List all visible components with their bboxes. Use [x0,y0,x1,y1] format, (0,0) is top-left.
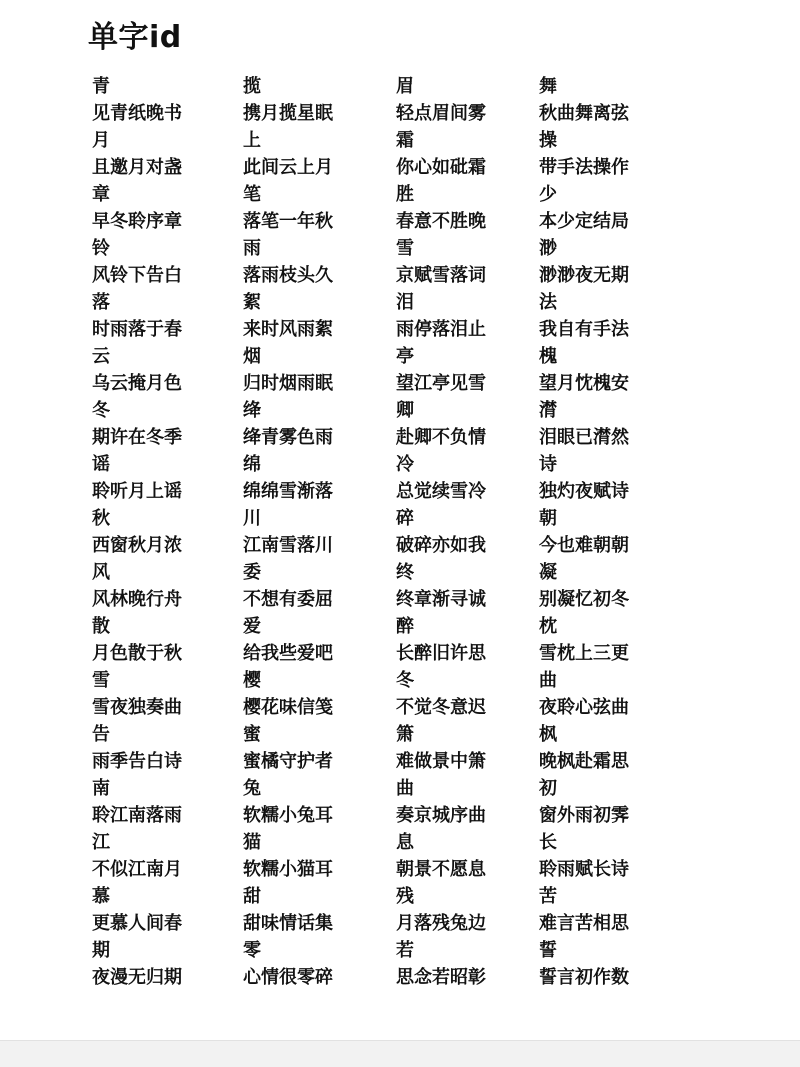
id-entry: 雨停落泪止亭 [396,319,486,367]
id-entry: 绵绵雪渐落川 [243,481,333,529]
id-entry: 夜聆心弦曲枫 [539,697,629,745]
id-entry: 誓言初作数 [539,967,629,988]
id-entry: 轻点眉间雾霜 [396,103,486,151]
id-entry: 春意不胜晚雪 [396,211,486,259]
id-entry: 本少定结局渺 [539,211,629,259]
id-entry: 望江亭见雪卿 [396,373,486,421]
id-entry: 月色散于秋雪 [92,643,182,691]
single-character-heading: 青 [92,76,110,97]
id-entry: 奏京城序曲息 [396,805,486,853]
id-entry: 且邀月对盏章 [92,157,182,205]
id-entry: 聆雨赋长诗苦 [539,859,629,907]
id-entry: 你心如砒霜胜 [396,157,486,205]
id-entry: 窗外雨初霁长 [539,805,629,853]
id-entry: 软糯小猫耳甜 [243,859,333,907]
id-entry: 夜漫无归期 [92,967,182,988]
id-entry: 早冬聆序章铃 [92,211,182,259]
id-entry: 难言苦相思誓 [539,913,629,961]
id-entry: 不觉冬意迟箫 [396,697,486,745]
id-entry: 总觉续雪冷碎 [396,481,486,529]
id-entry: 期许在冬季谣 [92,427,182,475]
word-column-2 [243,73,393,991]
id-entry: 渺渺夜无期法 [539,265,629,313]
id-entry: 甜味情话集零 [243,913,333,961]
id-entry: 秋曲舞离弦操 [539,103,629,151]
id-entry: 别凝忆初冬枕 [539,589,629,637]
id-entry: 携月揽星眠上 [243,103,333,151]
id-entry: 雪夜独奏曲告 [92,697,182,745]
id-entry: 此间云上月笔 [243,157,333,205]
id-entry: 樱花味信笺蜜 [243,697,333,745]
id-entry: 独灼夜赋诗朝 [539,481,629,529]
id-entry: 望月忱槐安潸 [539,373,629,421]
id-entry: 更慕人间春期 [92,913,182,961]
id-entry: 长醉旧许思冬 [396,643,486,691]
id-entry: 归时烟雨眠绛 [243,373,333,421]
id-entry: 破碎亦如我终 [396,535,486,583]
bottom-bar [0,1040,800,1067]
single-character-heading: 舞 [539,76,557,97]
id-entry: 不似江南月慕 [92,859,182,907]
page-title: 单字id [88,20,182,55]
word-column-4 [539,73,689,991]
id-entry: 不想有委屈爱 [243,589,333,637]
id-entry: 泪眼已潸然诗 [539,427,629,475]
id-entry: 赴卿不负情冷 [396,427,486,475]
id-entry: 给我些爱吧樱 [243,643,333,691]
single-character-heading: 眉 [396,76,414,97]
id-entry: 思念若昭彰 [396,967,486,988]
word-column-3 [396,73,546,991]
id-entry: 绛青雾色雨绵 [243,427,333,475]
id-entry: 月落残兔边若 [396,913,486,961]
id-entry: 江南雪落川委 [243,535,333,583]
id-entry: 风林晚行舟散 [92,589,182,637]
id-entry: 京赋雪落词泪 [396,265,486,313]
id-entry: 风铃下告白落 [92,265,182,313]
id-entry: 软糯小兔耳猫 [243,805,333,853]
single-character-heading: 揽 [243,76,261,97]
id-entry: 雨季告白诗南 [92,751,182,799]
id-entry: 难做景中箫曲 [396,751,486,799]
id-entry: 我自有手法槐 [539,319,629,367]
id-entry: 带手法操作少 [539,157,629,205]
id-entry: 来时风雨絮烟 [243,319,333,367]
id-entry: 西窗秋月浓风 [92,535,182,583]
id-entry: 乌云掩月色冬 [92,373,182,421]
id-entry: 心情很零碎 [243,967,333,988]
id-entry: 蜜橘守护者兔 [243,751,333,799]
word-column-1 [92,73,242,991]
id-entry: 落雨枝头久絮 [243,265,333,313]
id-entry: 时雨落于春云 [92,319,182,367]
id-entry: 朝景不愿息残 [396,859,486,907]
id-entry: 聆江南落雨江 [92,805,182,853]
id-entry: 落笔一年秋雨 [243,211,333,259]
id-entry: 今也难朝朝凝 [539,535,629,583]
id-entry: 晚枫赴霜思初 [539,751,629,799]
id-entry: 终章渐寻诚醉 [396,589,486,637]
id-entry: 见青纸晚书月 [92,103,182,151]
id-entry: 雪枕上三更曲 [539,643,629,691]
id-entry: 聆听月上谣秋 [92,481,182,529]
